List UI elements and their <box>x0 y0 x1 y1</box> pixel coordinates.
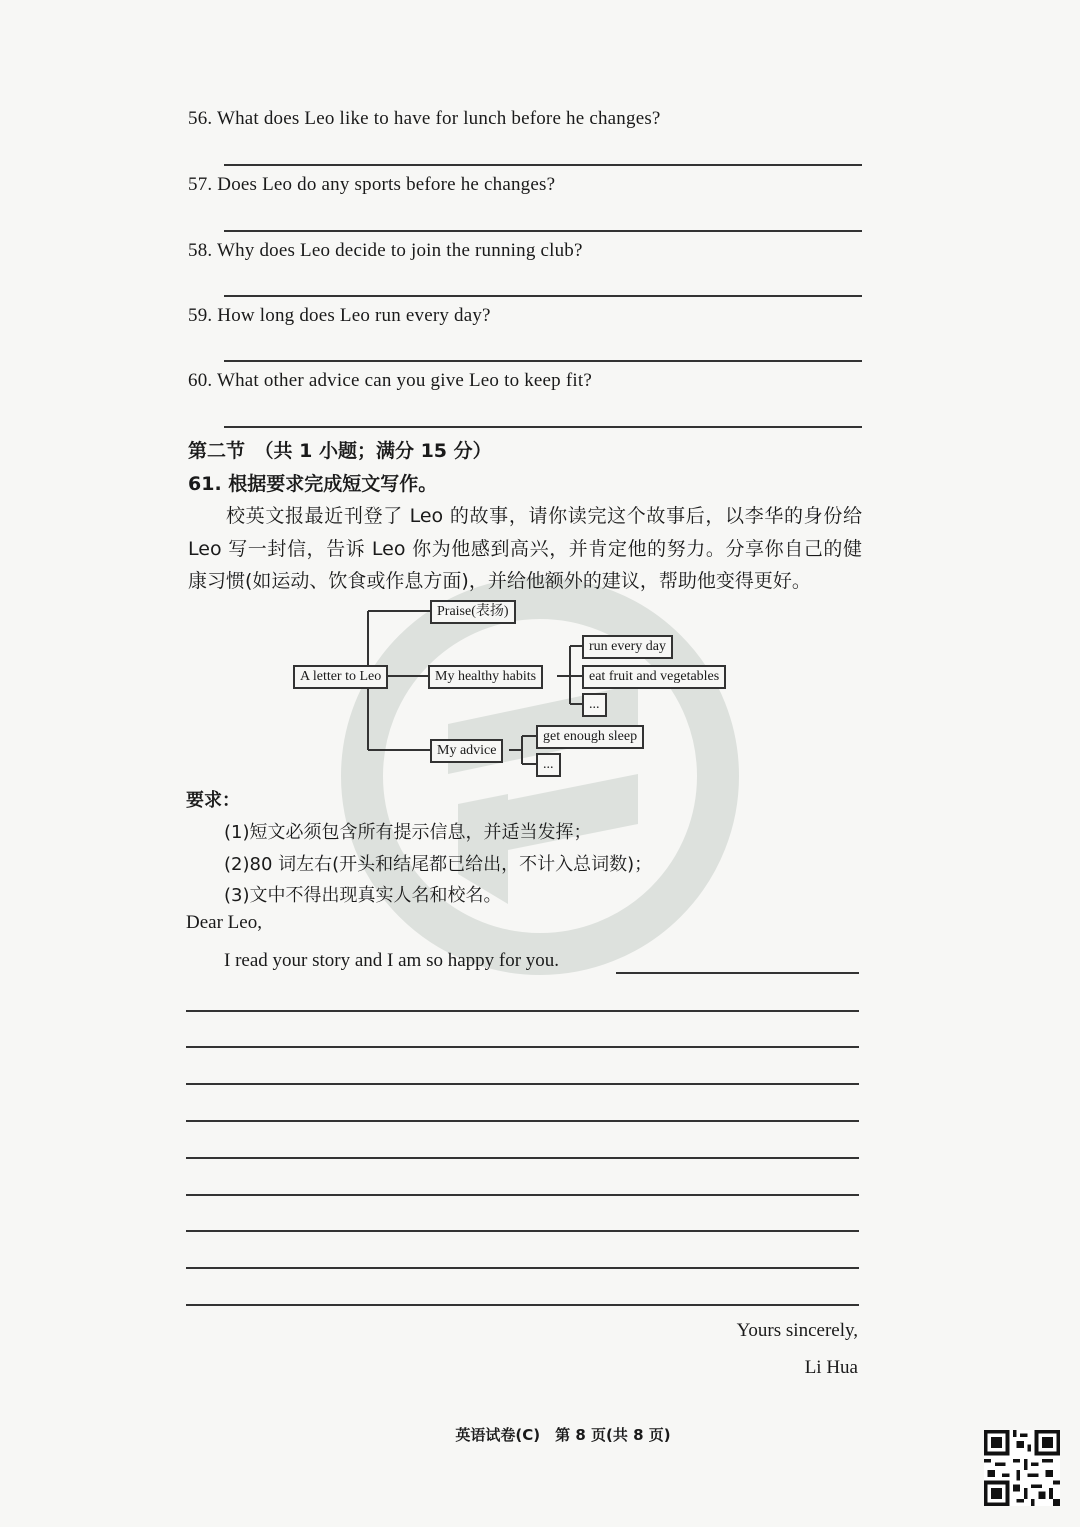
writing-line[interactable] <box>186 1304 859 1306</box>
requirement-1: (1)短文必须包含所有提示信息，并适当发挥； <box>224 822 592 843</box>
writing-line[interactable] <box>186 1157 859 1159</box>
writing-line[interactable] <box>186 1083 859 1085</box>
writing-line[interactable] <box>186 1230 859 1232</box>
node-root: A letter to Leo <box>293 665 388 689</box>
letter-signature: Li Hua <box>804 1357 858 1378</box>
page-footer: 英语试卷(C) 第 8 页(共 8 页) <box>455 1426 671 1444</box>
writing-line[interactable] <box>186 1267 859 1269</box>
node-habits: My healthy habits <box>428 665 543 689</box>
node-advice-more: ... <box>536 753 561 777</box>
writing-line[interactable] <box>186 1010 859 1012</box>
question-57: 57. Does Leo do any sports before he changes? <box>188 174 556 195</box>
letter-closing: Yours sincerely, <box>736 1320 858 1341</box>
section-heading: 第二节 （共 1 小题；满分 15 分） <box>188 440 492 462</box>
writing-instructions: 校英文报最近刊登了 Leo 的故事，请你读完这个故事后，以李华的身份给 Leo 写一封信，告诉 Leo 你为他感到高兴，并肯定他的努力。分享你自己的健康习惯(如运动、饮食或作息方面)，并给他额外的建议，帮助他变得更好。 <box>188 505 862 592</box>
question-60: 60. What other advice can you give Leo to keep fit? <box>188 370 592 391</box>
writing-line[interactable] <box>186 1120 859 1122</box>
question-56: 56. What does Leo like to have for lunch before he changes? <box>188 108 661 129</box>
letter-greeting: Dear Leo, <box>186 912 262 933</box>
letter-opening: I read your story and I am so happy for you. <box>224 950 560 971</box>
node-advice-sleep: get enough sleep <box>536 725 644 749</box>
requirements-label: 要求： <box>186 790 240 811</box>
question-58: 58. Why does Leo decide to join the running club? <box>188 240 583 261</box>
node-habit-fruit: eat fruit and vegetables <box>582 665 726 689</box>
node-habit-run: run every day <box>582 635 673 659</box>
writing-line-first[interactable] <box>616 972 859 974</box>
requirement-2: (2)80 词左右(开头和结尾都已给出，不计入总词数)； <box>224 854 653 875</box>
question-61: 61. 根据要求完成短文写作。 <box>188 473 438 495</box>
writing-line[interactable] <box>186 1194 859 1196</box>
requirement-3: (3)文中不得出现真实人名和校名。 <box>224 885 502 906</box>
node-habit-more: ... <box>582 693 607 717</box>
node-advice: My advice <box>430 739 503 763</box>
question-59: 59. How long does Leo run every day? <box>188 305 491 326</box>
writing-line[interactable] <box>186 1046 859 1048</box>
node-praise: Praise(表扬) <box>430 600 516 624</box>
qr-code-icon <box>984 1430 1060 1506</box>
